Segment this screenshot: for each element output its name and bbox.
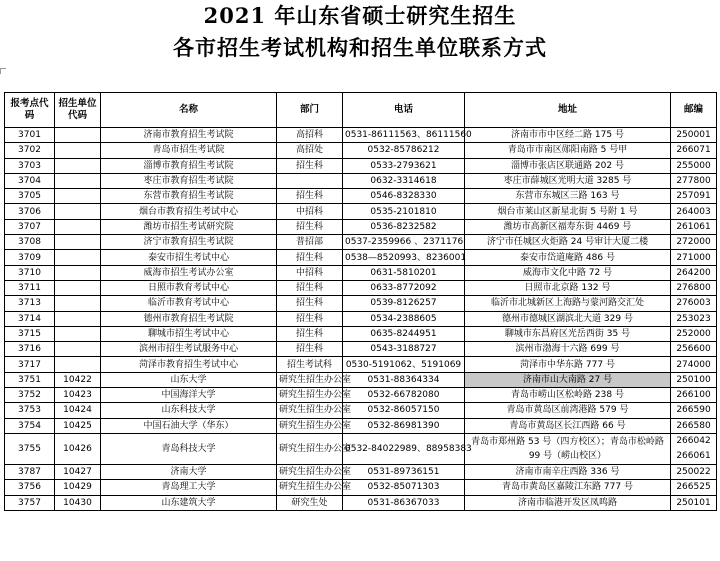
cell-code: 3711 (5, 280, 55, 295)
cell-postcode: 264003 (671, 204, 717, 219)
cell-code: 3710 (5, 265, 55, 280)
cell-phone: 0538—8520993、8236001 (343, 250, 465, 265)
table-row (5, 158, 717, 173)
cell-postcode: 250001 (671, 128, 717, 143)
cell-address: 聊城市东昌府区光岳西街 35 号 (465, 326, 671, 341)
cell-code: 3709 (5, 250, 55, 265)
cell-name: 菏泽市教育招生考试中心 (101, 357, 277, 372)
cell-address: 青岛市黄岛区嘉陵江东路 777 号 (465, 480, 671, 495)
cell-unit-code: 10427 (55, 464, 101, 479)
cell-name: 日照市教育考试中心 (101, 280, 277, 295)
table-row (5, 311, 717, 326)
cell-phone: 0531-89736151 (343, 464, 465, 479)
cell-address: 淄博市张店区联通路 202 号 (465, 158, 671, 173)
postcode-line: 266061 (676, 450, 711, 461)
cell-address: 菏泽市中华东路 777 号 (465, 357, 671, 372)
cell-phone: 0543-3188727 (343, 342, 465, 357)
table-row (5, 296, 717, 311)
cell-address: 滨州市渤海十六路 699 号 (465, 342, 671, 357)
cell-code: 3708 (5, 235, 55, 250)
cell-dept: 招生科 (277, 189, 343, 204)
cell-name: 济宁市教育招生考试院 (101, 235, 277, 250)
cell-dept: 招生科 (277, 296, 343, 311)
table-row (5, 357, 717, 372)
header-code: 报考点代码 (5, 93, 55, 128)
header-unit-code: 招生单位代码 (55, 93, 101, 128)
table-row (5, 326, 717, 341)
cell-phone: 0532-66782080 (343, 388, 465, 403)
table-row (5, 204, 717, 219)
cell-name: 青岛市招生考试院 (101, 143, 277, 158)
cell-postcode: 276800 (671, 280, 717, 295)
table-row (5, 433, 717, 464)
cell-dept: 招生科 (277, 342, 343, 357)
cell-address: 济南市临港开发区凤鸣路 (465, 495, 671, 510)
cell-unit-code: 10430 (55, 495, 101, 510)
cell-postcode: 252000 (671, 326, 717, 341)
cell-phone: 0535-2101810 (343, 204, 465, 219)
cell-code: 3706 (5, 204, 55, 219)
table-row (5, 189, 717, 204)
table-row (5, 235, 717, 250)
table-row (5, 464, 717, 479)
cell-postcode: 276003 (671, 296, 717, 311)
cell-phone: 0633-8772092 (343, 280, 465, 295)
cell-unit-code: 10425 (55, 418, 101, 433)
cell-address: 威海市文化中路 72 号 (465, 265, 671, 280)
table-row (5, 143, 717, 158)
cell-name: 济南市教育招生考试院 (101, 128, 277, 143)
table-header-row (5, 93, 717, 128)
cell-name: 烟台市教育招生考试中心 (101, 204, 277, 219)
cell-phone: 0539-8126257 (343, 296, 465, 311)
cell-unit-code (55, 204, 101, 219)
table-row (5, 418, 717, 433)
cell-postcode: 250100 (671, 372, 717, 387)
cell-unit-code (55, 219, 101, 234)
cell-dept: 研究生招生办公室 (277, 418, 343, 433)
cell-code: 3756 (5, 480, 55, 495)
cell-phone: 0534-2388605 (343, 311, 465, 326)
cell-address: 青岛市黄岛区长江西路 66 号 (465, 418, 671, 433)
cell-phone: 0532-86057150 (343, 403, 465, 418)
cell-name: 山东科技大学 (101, 403, 277, 418)
cell-name: 中国石油大学（华东） (101, 418, 277, 433)
cell-address: 潍坊市高新区福寿东街 4469 号 (465, 219, 671, 234)
cell-dept: 高招处 (277, 143, 343, 158)
contact-table (4, 92, 717, 511)
cell-dept: 招生考试科 (277, 357, 343, 372)
table-row (5, 280, 717, 295)
cell-postcode: 266580 (671, 418, 717, 433)
cell-name: 临沂市教育考试中心 (101, 296, 277, 311)
cell-code: 3716 (5, 342, 55, 357)
cell-dept: 研究生招生办公室 (277, 403, 343, 418)
cell-address: 济南市南辛庄西路 336 号 (465, 464, 671, 479)
cell-dept: 中招科 (277, 265, 343, 280)
cell-postcode: 274000 (671, 357, 717, 372)
cell-postcode: 266590 (671, 403, 717, 418)
cell-postcode: 266071 (671, 143, 717, 158)
cell-phone: 0631-5810201 (343, 265, 465, 280)
cell-unit-code: 10423 (55, 388, 101, 403)
cell-address: 泰安市岱道庵路 486 号 (465, 250, 671, 265)
cell-address: 日照市北京路 132 号 (465, 280, 671, 295)
page-subtitle: 各市招生考试机构和招生单位联系方式 (173, 35, 547, 60)
table-row (5, 403, 717, 418)
cell-address: 青岛市黄岛区前湾港路 579 号 (465, 403, 671, 418)
cell-unit-code (55, 158, 101, 173)
cell-code: 3701 (5, 128, 55, 143)
cell-dept: 研究生处 (277, 495, 343, 510)
cell-dept: 研究生招生办公室 (277, 388, 343, 403)
cell-unit-code: 10426 (55, 433, 101, 464)
cell-postcode: 250101 (671, 495, 717, 510)
cell-code: 3707 (5, 219, 55, 234)
cell-dept: 招生科 (277, 280, 343, 295)
cell-unit-code (55, 296, 101, 311)
cell-corner-marker (0, 68, 6, 74)
cell-code: 3752 (5, 388, 55, 403)
cell-dept: 研究生招生办公室 (277, 464, 343, 479)
table-row (5, 372, 717, 387)
table-row (5, 250, 717, 265)
cell-postcode: 257091 (671, 189, 717, 204)
cell-name: 德州市教育招生考试院 (101, 311, 277, 326)
cell-code: 3705 (5, 189, 55, 204)
table-row (5, 173, 717, 188)
cell-name: 潍坊市招生考试研究院 (101, 219, 277, 234)
cell-unit-code (55, 357, 101, 372)
cell-address: 青岛市崂山区松岭路 238 号 (465, 388, 671, 403)
cell-postcode: 261061 (671, 219, 717, 234)
cell-phone: 0532-86981390 (343, 418, 465, 433)
cell-address: 青岛市市南区郧阳南路 5 号甲 (465, 143, 671, 158)
header-address: 地址 (465, 93, 671, 128)
cell-code: 3702 (5, 143, 55, 158)
table-row (5, 128, 717, 143)
cell-unit-code (55, 235, 101, 250)
cell-unit-code (55, 280, 101, 295)
table-row (5, 265, 717, 280)
cell-name: 中国海洋大学 (101, 388, 277, 403)
cell-name: 山东建筑大学 (101, 495, 277, 510)
cell-postcode: 272000 (671, 235, 717, 250)
cell-dept: 研究生招生办公室 (277, 433, 343, 464)
cell-postcode: 271000 (671, 250, 717, 265)
cell-address: 烟台市莱山区新星北街 5 号附 1 号 (465, 204, 671, 219)
cell-postcode: 266525 (671, 480, 717, 495)
cell-dept: 招生科 (277, 326, 343, 341)
cell-code: 3713 (5, 296, 55, 311)
cell-phone: 0536-8232582 (343, 219, 465, 234)
cell-postcode: 266100 (671, 388, 717, 403)
page-title: 2021 年山东省硕士研究生招生 (203, 3, 517, 28)
header-postcode: 邮编 (671, 93, 717, 128)
cell-name: 淄博市教育招生考试院 (101, 158, 277, 173)
cell-name: 青岛理工大学 (101, 480, 277, 495)
cell-code: 3755 (5, 433, 55, 464)
cell-address: 枣庄市薛城区光明大道 3285 号 (465, 173, 671, 188)
cell-phone: 0635-8244951 (343, 326, 465, 341)
cell-unit-code: 10429 (55, 480, 101, 495)
cell-dept: 招生科 (277, 250, 343, 265)
cell-unit-code (55, 311, 101, 326)
cell-unit-code (55, 265, 101, 280)
cell-unit-code (55, 173, 101, 188)
cell-address: 青岛市郑州路 53 号（四方校区）；青岛市松岭路 99 号（崂山校区） (465, 433, 671, 464)
cell-phone: 0532-84022989、88958383 (343, 433, 465, 464)
cell-name: 威海市招生考试办公室 (101, 265, 277, 280)
cell-code: 3753 (5, 403, 55, 418)
cell-address: 济南市山大南路 27 号 (465, 372, 671, 387)
cell-postcode: 264200 (671, 265, 717, 280)
cell-dept: 中招科 (277, 204, 343, 219)
cell-postcode: 255000 (671, 158, 717, 173)
cell-name: 东营市教育招生考试院 (101, 189, 277, 204)
cell-code: 3715 (5, 326, 55, 341)
cell-name: 青岛科技大学 (101, 433, 277, 464)
cell-code: 3754 (5, 418, 55, 433)
cell-name: 滨州市招生考试服务中心 (101, 342, 277, 357)
table-row (5, 342, 717, 357)
cell-phone: 0532-85071303 (343, 480, 465, 495)
cell-unit-code (55, 250, 101, 265)
cell-code: 3757 (5, 495, 55, 510)
cell-phone: 0531-86111563、86111560 (343, 128, 465, 143)
header-name: 名称 (101, 93, 277, 128)
cell-address: 临沂市北城新区上海路与蒙河路交汇处 (465, 296, 671, 311)
cell-phone: 0632-3314618 (343, 173, 465, 188)
cell-dept: 普招部 (277, 235, 343, 250)
table-row (5, 495, 717, 510)
table-row (5, 388, 717, 403)
cell-code: 3751 (5, 372, 55, 387)
cell-code: 3704 (5, 173, 55, 188)
cell-unit-code (55, 128, 101, 143)
cell-unit-code: 10422 (55, 372, 101, 387)
cell-name: 枣庄市教育招生考试院 (101, 173, 277, 188)
header-phone: 电话 (343, 93, 465, 128)
cell-postcode: 250022 (671, 464, 717, 479)
cell-phone: 0531-88364334 (343, 372, 465, 387)
cell-phone: 0537-2359966 、2371176 (343, 235, 465, 250)
cell-postcode: 253023 (671, 311, 717, 326)
cell-dept: 研究生招生办公室 (277, 372, 343, 387)
cell-postcode (671, 433, 717, 464)
cell-address: 济宁市任城区火炬路 24 号审计大厦二楼 (465, 235, 671, 250)
cell-dept (277, 173, 343, 188)
postcode-line: 266042 (676, 435, 711, 446)
cell-unit-code (55, 143, 101, 158)
cell-dept: 招生科 (277, 311, 343, 326)
cell-name: 山东大学 (101, 372, 277, 387)
cell-postcode: 256600 (671, 342, 717, 357)
cell-phone: 0532-85786212 (343, 143, 465, 158)
cell-unit-code (55, 342, 101, 357)
cell-dept: 研究生招生办公室 (277, 480, 343, 495)
cell-unit-code (55, 326, 101, 341)
cell-code: 3787 (5, 464, 55, 479)
cell-postcode: 277800 (671, 173, 717, 188)
cell-code: 3703 (5, 158, 55, 173)
table-row (5, 219, 717, 234)
cell-code: 3714 (5, 311, 55, 326)
cell-code: 3717 (5, 357, 55, 372)
header-dept: 部门 (277, 93, 343, 128)
cell-name: 济南大学 (101, 464, 277, 479)
cell-dept: 招生科 (277, 158, 343, 173)
cell-phone: 0531-86367033 (343, 495, 465, 510)
cell-dept: 招生科 (277, 219, 343, 234)
cell-phone: 0530-5191062、5191069 (343, 357, 465, 372)
cell-name: 聊城市招生考试中心 (101, 326, 277, 341)
cell-address: 东营市东城区三路 163 号 (465, 189, 671, 204)
cell-dept: 高招科 (277, 128, 343, 143)
cell-phone: 0533-2793621 (343, 158, 465, 173)
cell-name: 泰安市招生考试中心 (101, 250, 277, 265)
cell-unit-code (55, 189, 101, 204)
cell-phone: 0546-8328330 (343, 189, 465, 204)
table-row (5, 480, 717, 495)
cell-unit-code: 10424 (55, 403, 101, 418)
cell-address: 济南市市中区经二路 175 号 (465, 128, 671, 143)
cell-address: 德州市德城区湖滨北大道 329 号 (465, 311, 671, 326)
